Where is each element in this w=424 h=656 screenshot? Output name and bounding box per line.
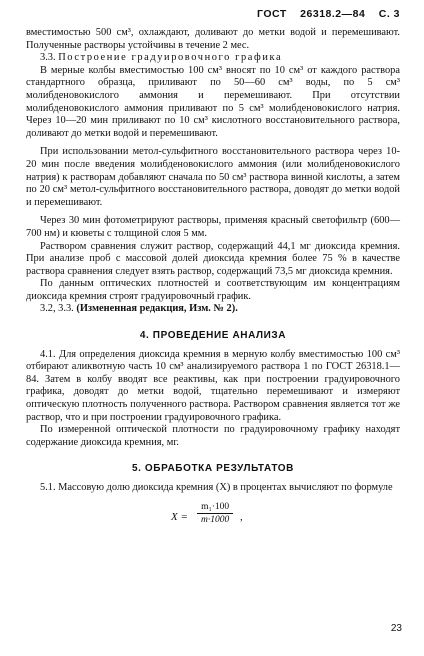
amendment-note [26,303,400,316]
paragraph: По данным оптических плотностей и соответствующим им концентрациям диоксида кремния строят градуировочный график. [26,278,400,302]
header-number: 26318.2—84 [300,8,366,20]
subsection-title: Построение градуировочного графика [58,52,283,64]
section-title: 5. ОБРАБОТКА РЕЗУЛЬТАТОВ [132,463,294,475]
amendment-text: (Измененная редакция, Изм. № 2). [76,303,238,315]
document-body [26,27,400,539]
page-header [247,8,400,20]
header-page-label: С. 3 [378,8,400,20]
spacer [26,449,400,463]
formula-comma: , [240,510,243,523]
paragraph: При использовании метол-сульфитного восстановительного раствора через 10-20 мин после введения молибденовокислого аммония (или молибденовокислого натрия) к растворам добавляют сначала по 50 см³ раствора винной кислоты, а затем по 20 см³ метол-сульфитного восстановительного раствора, доводят до метки водой и перемешивают. [26,146,400,208]
paragraph: 5.1. Массовую долю диоксида кремния (X) в процентах вычисляют по формуле [40,482,393,493]
paragraph: По измеренной оптической плотности по градуировочному графику находят содержание диоксида кремния, мг. [26,424,400,448]
header-standard: ГОСТ [257,8,287,20]
paragraph: Раствором сравнения служит раствор, содержащий 44,1 мг диоксида кремния. При анализе проб с массовой долей диоксида кремния более 75 % в качестве раствора сравнения следует взять раствор, содержащий 73,5 мг диоксида кремния. [26,240,400,277]
formula-numerator: m₁·100 [197,501,233,515]
section-title: 4. ПРОВЕДЕНИЕ АНАЛИЗА [139,330,287,342]
formula-lhs: X = [171,510,188,523]
paragraph: В мерные колбы вместимостью 100 см³ вносят по 10 см³ от каждого раствора стандартного образца, приливают по 50—60 см³ воды, по 5 см³ молибденовокислого аммония и перемешивают. При отсутствии молибденовокислого аммония приливают по 5 см³ молибденовокислого натрия. Через 10—20 мин приливают по 10 см³ кислотного восстановительного раствора, доливают до метки водой и перемешивают. [26,64,400,139]
paragraph: Через 30 мин фотометрируют растворы, применяя красный светофильтр (600—700 нм) и кюветы с толщиной слоя 5 мм. [26,215,400,239]
formula [26,499,400,539]
spacer [26,316,400,330]
formula-denominator: m·1000 [201,515,230,526]
formula-fraction [197,501,233,527]
subsection-heading [26,52,400,65]
amendment-prefix: 3.2, 3.3. [40,303,74,315]
paragraph-continuation: вместимостью 500 см³, охлаждают, доливают до метки водой и перемешивают. Полученные растворы устойчивы в течение 2 мес. [26,27,400,51]
subsection-number: 3.3. [40,52,56,64]
paragraph: 4.1. Для определения диоксида кремния в мерную колбу вместимостью 100 см³ отбирают аликвотную часть 10 см³ анализируемого раствора 1 по ГОСТ 26318.1—84. Затем в колбу вводят все реактивы, как при построении градуировочного графика, доводят до метки водой, тщательно перемешивают и измеряют оптическую плотность полученного раствора. Раствором сравнения является тот же раствор, что и при построении градуировочного графика. [26,348,400,423]
page-number: 23 [390,623,402,634]
